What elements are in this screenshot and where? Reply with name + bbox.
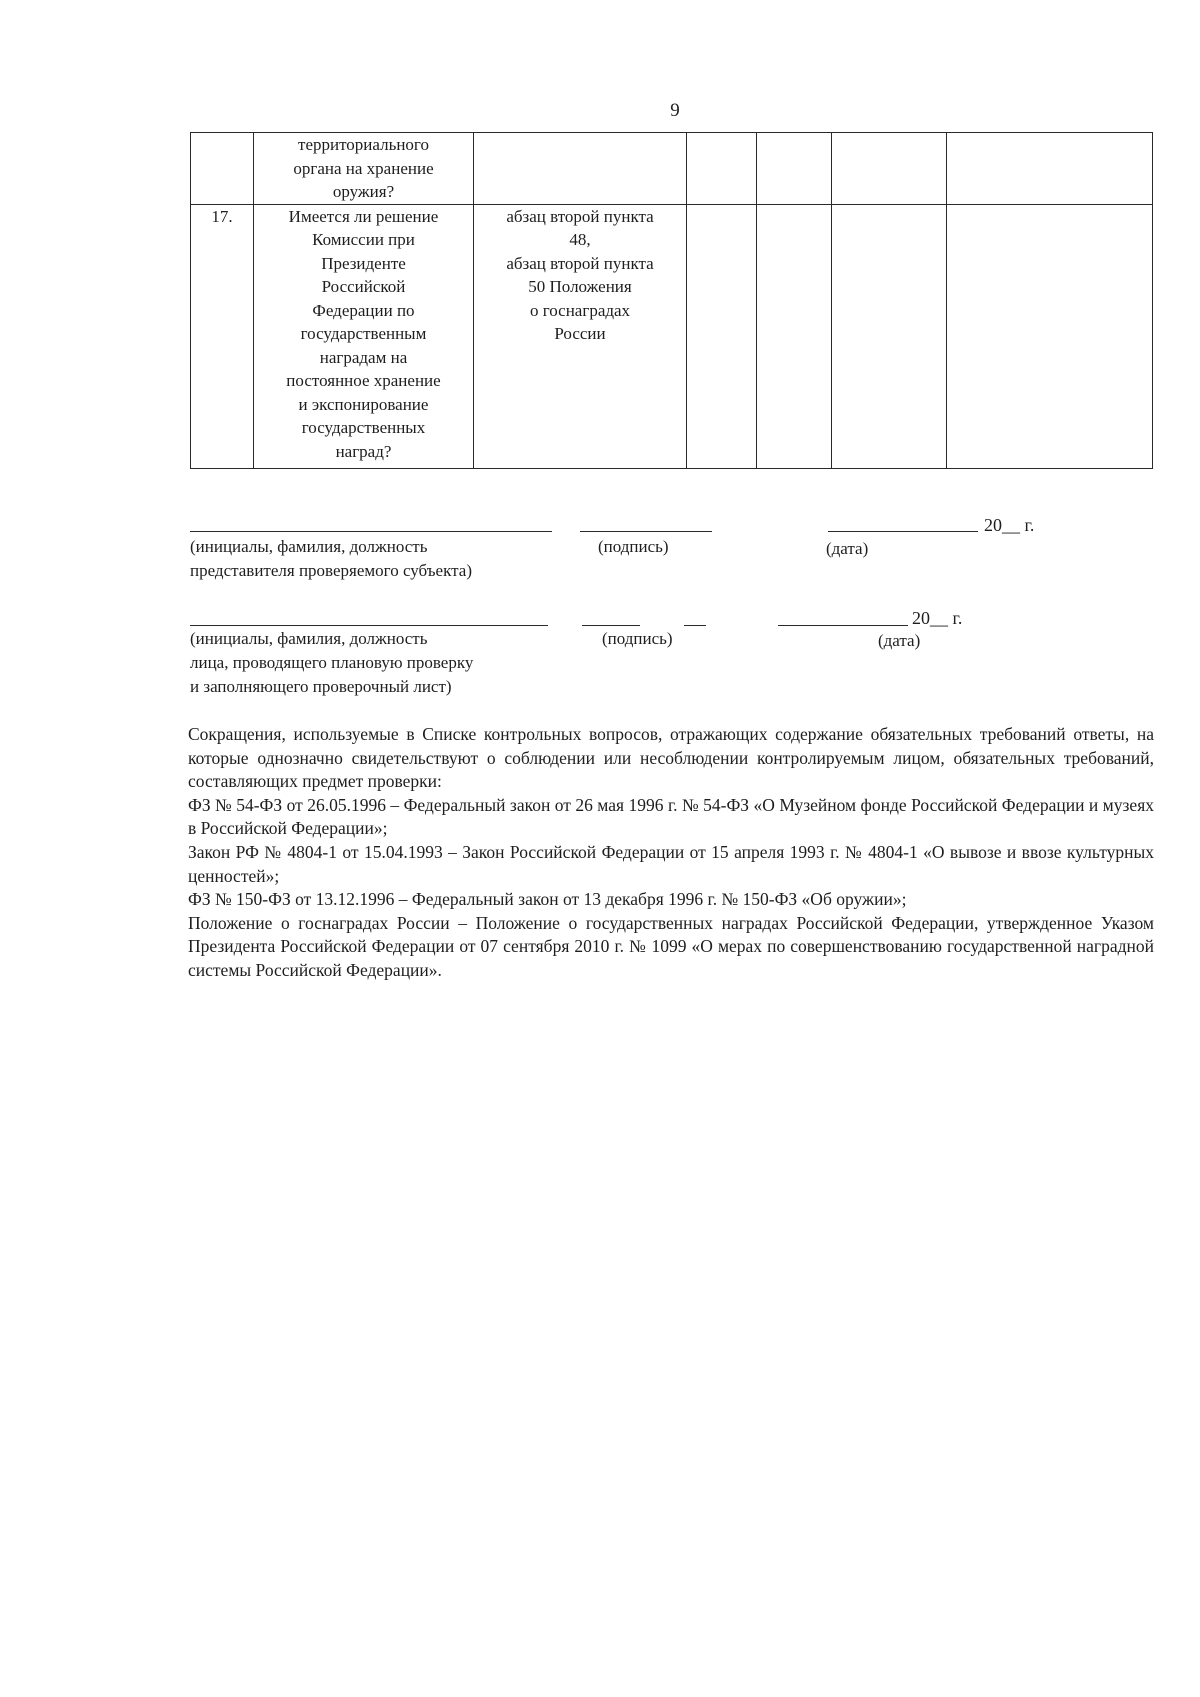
reference-line: абзац второй пункта xyxy=(506,206,654,226)
comment-cell xyxy=(947,133,1153,205)
name-line xyxy=(190,625,548,626)
answer-yes-cell xyxy=(687,204,757,468)
comment-cell xyxy=(947,204,1153,468)
question-line: наградам на xyxy=(319,347,408,367)
question-line: оружия? xyxy=(332,182,395,201)
signature-line-tail xyxy=(684,625,706,626)
question-line: Президенте xyxy=(321,253,406,273)
question-line: Комиссии при xyxy=(312,230,415,249)
question-line: постоянное хранение xyxy=(286,371,441,390)
reference-cell xyxy=(474,204,687,468)
abbreviation-item: ФЗ № 150-ФЗ от 13.12.1996 – Федеральный закон от 13 декабря 1996 г. № 150-ФЗ «Об оружии»; xyxy=(188,889,907,910)
signature-line xyxy=(580,531,712,532)
signature-caption: (подпись) xyxy=(602,629,673,648)
answer-na-cell xyxy=(832,204,947,468)
reference-line: абзац второй пункта xyxy=(506,253,654,273)
date-line xyxy=(828,531,978,532)
checklist-table xyxy=(190,132,1153,469)
name-line xyxy=(190,531,552,532)
abbreviation-item: ФЗ № 54-ФЗ от 26.05.1996 – Федеральный закон от 26 мая 1996 г. № 54-ФЗ «О Музейном фонде Российской Федерации и музеях в Российской Федерации»; xyxy=(188,794,1154,839)
caption-line: (инициалы, фамилия, должность xyxy=(190,629,428,648)
question-line: территориального xyxy=(298,135,429,154)
caption-line: (инициалы, фамилия, должность xyxy=(190,537,428,556)
question-line: государственных xyxy=(301,418,426,437)
caption-line: и заполняющего проверочный лист) xyxy=(190,677,452,696)
year-text: 20__ г. xyxy=(912,608,963,628)
reference-line: 50 Положения xyxy=(528,277,632,296)
signature-line xyxy=(582,625,640,626)
name-caption xyxy=(190,535,472,583)
table-row xyxy=(191,133,1153,205)
reference-line: России xyxy=(554,324,606,343)
caption-line: представителя проверяемого субъекта) xyxy=(190,561,472,580)
reference-line: 48, xyxy=(569,230,591,249)
abbreviation-item: Положение о госнаградах России – Положение о государственных наградах Российской Федерации, утвержденное Указом Президента Российской Федерации от 07 сентября 2010 г. № 1099 «О мерах по совершенствованию государственной наградной системы Российской Федерации». xyxy=(188,912,1154,980)
abbreviations-section xyxy=(188,723,1154,983)
question-line: Федерации по xyxy=(312,300,415,320)
year-text: 20__ г. xyxy=(984,515,1035,535)
signature-caption: (подпись) xyxy=(598,537,669,556)
date-line xyxy=(778,625,908,626)
date-caption: (дата) xyxy=(878,631,921,650)
question-line: и экспонирование xyxy=(298,394,429,414)
abbreviations-intro: Сокращения, используемые в Списке контрольных вопросов, отражающих содержание обязательных требований ответы, на которые однозначно свидетельствуют о соблюдении или несоблюдении контролируемым лицом, обязательных требований, составляющих предмет проверки: xyxy=(188,724,1154,792)
question-line: Имеется ли решение xyxy=(288,206,439,226)
answer-no-cell xyxy=(757,204,832,468)
question-cell xyxy=(254,204,474,468)
question-cell xyxy=(254,133,474,205)
reference-line: о госнаградах xyxy=(529,300,631,320)
date-caption: (дата) xyxy=(826,539,869,558)
abbreviation-item: Закон РФ № 4804-1 от 15.04.1993 – Закон Российской Федерации от 15 апреля 1993 г. № 4804-1 «О вывозе и ввозе культурных ценностей»; xyxy=(188,841,1154,886)
question-line: Российской xyxy=(321,277,406,296)
question-line: государственным xyxy=(300,324,427,343)
answer-na-cell xyxy=(832,133,947,205)
page-number: 9 xyxy=(670,100,680,121)
caption-line: лица, проводящего плановую проверку xyxy=(190,653,474,672)
answer-yes-cell xyxy=(687,133,757,205)
answer-no-cell xyxy=(757,133,832,205)
row-number-cell xyxy=(191,133,254,205)
question-line: наград? xyxy=(335,441,392,461)
question-line: органа на хранение xyxy=(293,158,434,178)
table-row xyxy=(191,204,1153,468)
row-number-cell: 17. xyxy=(191,204,254,468)
name-caption xyxy=(190,627,473,699)
reference-cell xyxy=(474,133,687,205)
